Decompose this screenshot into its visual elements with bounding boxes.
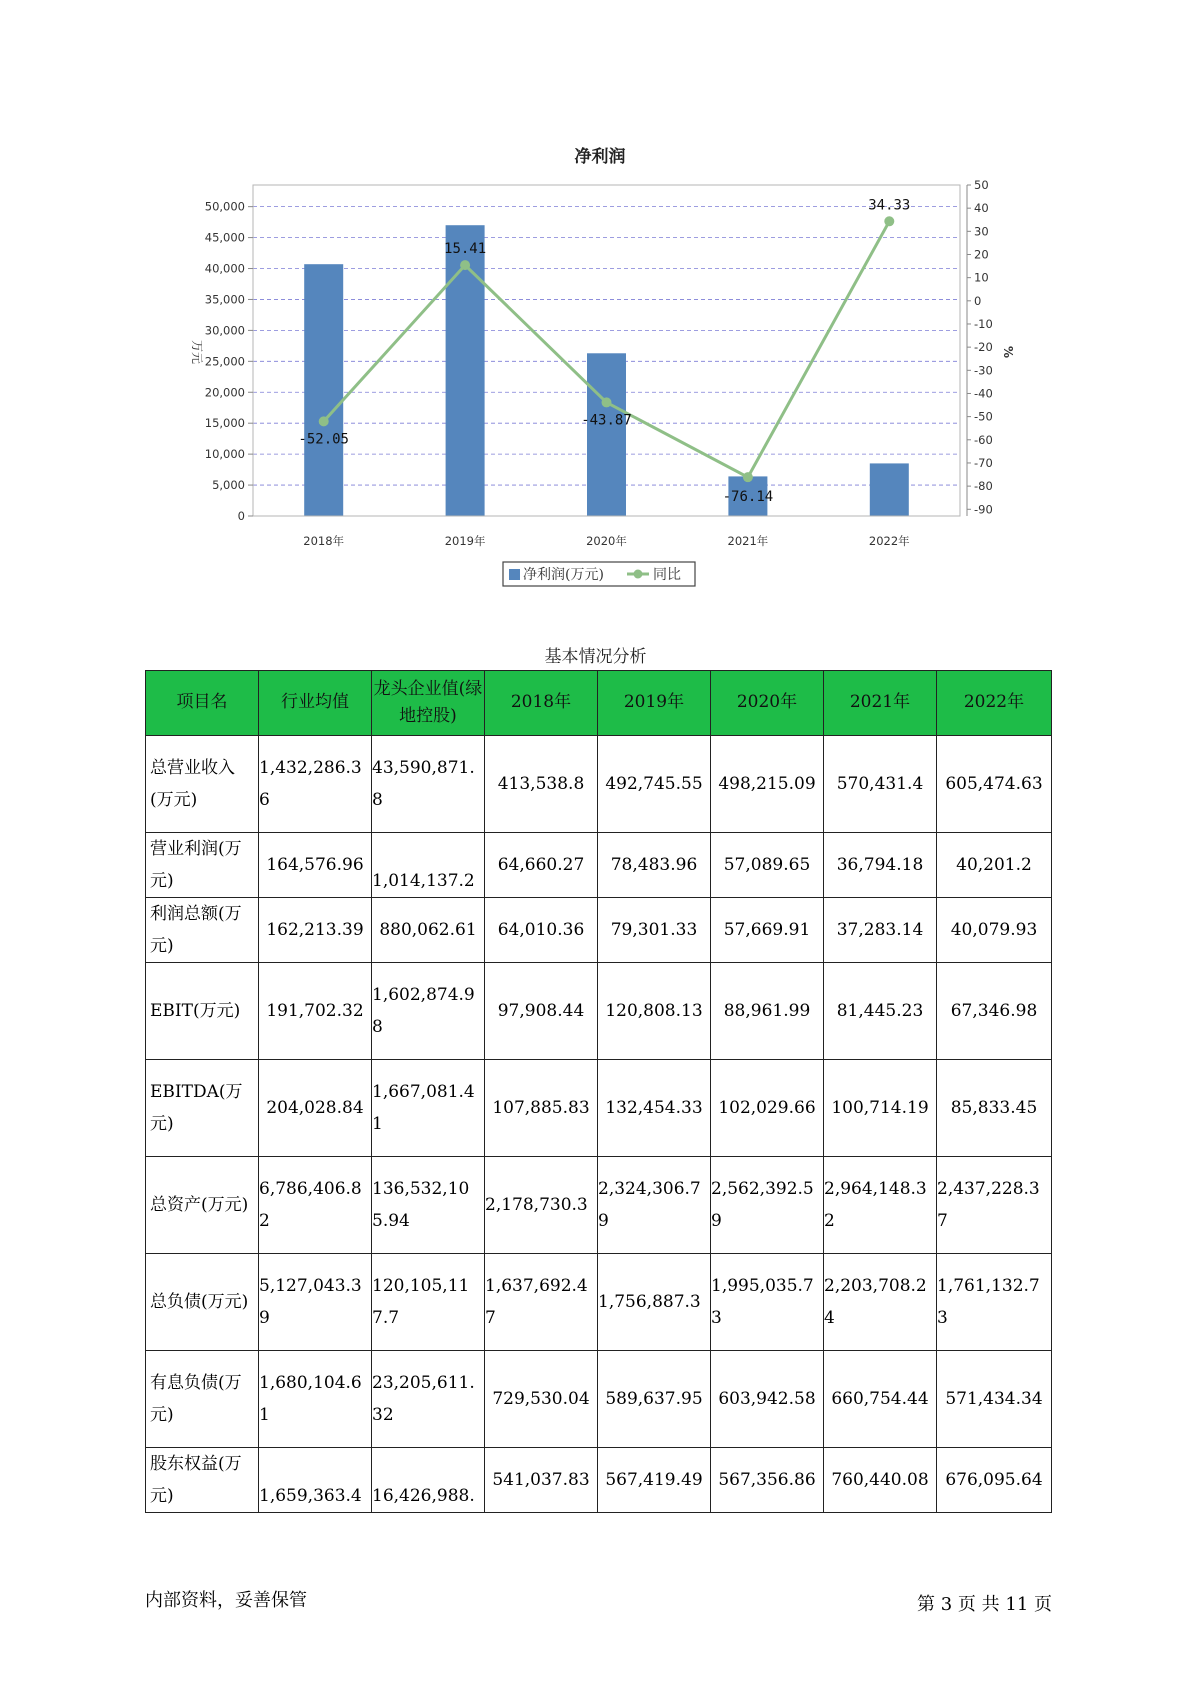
y2-tick-label: -10 bbox=[974, 316, 993, 331]
table-cell: 1,680,104.61 bbox=[259, 1351, 372, 1448]
x-tick-label: 2020年 bbox=[586, 534, 627, 548]
table-cell: 603,942.58 bbox=[711, 1351, 824, 1448]
chart-svg bbox=[0, 0, 1191, 600]
point-label: 34.33 bbox=[868, 197, 911, 214]
footer-page-number: 第 3 页 共 11 页 bbox=[917, 1594, 1052, 1615]
table-cell: 589,637.95 bbox=[598, 1351, 711, 1448]
y-tick-label: 15,000 bbox=[204, 416, 245, 431]
table-cell: 2,203,708.24 bbox=[824, 1254, 937, 1351]
row-label: EBITDA(万元) bbox=[146, 1060, 259, 1157]
row-label: 总负债(万元) bbox=[146, 1254, 259, 1351]
table-cell: 162,213.39 bbox=[259, 898, 372, 963]
bar bbox=[304, 264, 343, 516]
table-row bbox=[146, 1157, 1052, 1254]
table-cell: 43,590,871.8 bbox=[372, 736, 485, 833]
table-cell: 6,786,406.82 bbox=[259, 1157, 372, 1254]
table-cell: 729,530.04 bbox=[485, 1351, 598, 1448]
row-label: 营业利润(万元) bbox=[146, 833, 259, 898]
table-cell: 102,029.66 bbox=[711, 1060, 824, 1157]
table-cell: 2,562,392.59 bbox=[711, 1157, 824, 1254]
header-industry-avg: 行业均值 bbox=[259, 671, 372, 736]
table-row bbox=[146, 736, 1052, 833]
table-cell: 570,431.4 bbox=[824, 736, 937, 833]
table-cell: 880,062.61 bbox=[372, 898, 485, 963]
y2-tick-label: -50 bbox=[974, 409, 993, 424]
yoy-point bbox=[743, 472, 753, 482]
table-header-row bbox=[146, 671, 1052, 736]
table-cell: 120,808.13 bbox=[598, 963, 711, 1060]
point-label: -52.05 bbox=[298, 431, 349, 448]
y2-tick-label: 40 bbox=[974, 201, 989, 216]
y2-tick-label: -30 bbox=[974, 363, 993, 378]
header-2021: 2021年 bbox=[824, 671, 937, 736]
table-cell: 81,445.23 bbox=[824, 963, 937, 1060]
y2-tick-label: -60 bbox=[974, 432, 993, 447]
table-cell: 16,426,988. bbox=[372, 1448, 485, 1513]
header-2019: 2019年 bbox=[598, 671, 711, 736]
y2-tick-label: -70 bbox=[974, 455, 993, 470]
y2-tick-label: -90 bbox=[974, 502, 993, 517]
y2-tick-label: 0 bbox=[974, 293, 982, 308]
table-row bbox=[146, 833, 1052, 898]
yoy-point bbox=[460, 260, 470, 270]
net-profit-chart bbox=[0, 0, 1191, 600]
table-cell: 78,483.96 bbox=[598, 833, 711, 898]
table-cell: 5,127,043.39 bbox=[259, 1254, 372, 1351]
basic-analysis-table bbox=[145, 670, 1052, 1513]
bar bbox=[587, 353, 626, 516]
row-label: 股东权益(万元) bbox=[146, 1448, 259, 1513]
header-2020: 2020年 bbox=[711, 671, 824, 736]
table-cell: 2,437,228.37 bbox=[937, 1157, 1052, 1254]
table-cell: 2,324,306.79 bbox=[598, 1157, 711, 1254]
y2-tick-label: 20 bbox=[974, 247, 989, 262]
y2-tick-label: -80 bbox=[974, 479, 993, 494]
table-cell: 1,756,887.3 bbox=[598, 1254, 711, 1351]
row-label: 总营业收入(万元) bbox=[146, 736, 259, 833]
table-row bbox=[146, 1060, 1052, 1157]
y-tick-label: 20,000 bbox=[204, 385, 245, 400]
table-cell: 85,833.45 bbox=[937, 1060, 1052, 1157]
y-tick-label: 45,000 bbox=[204, 230, 245, 245]
table-cell: 57,669.91 bbox=[711, 898, 824, 963]
table-cell: 492,745.55 bbox=[598, 736, 711, 833]
y-tick-label: 35,000 bbox=[204, 292, 245, 307]
y-axis-title: 万元 bbox=[190, 339, 204, 365]
table-cell: 64,010.36 bbox=[485, 898, 598, 963]
y-tick-label: 25,000 bbox=[204, 354, 245, 369]
table-cell: 2,178,730.3 bbox=[485, 1157, 598, 1254]
table-cell: 760,440.08 bbox=[824, 1448, 937, 1513]
legend-bar-label: 净利润(万元) bbox=[523, 567, 604, 583]
y-tick-label: 10,000 bbox=[204, 447, 245, 462]
table-cell: 23,205,611.32 bbox=[372, 1351, 485, 1448]
table-cell: 37,283.14 bbox=[824, 898, 937, 963]
table-cell: 88,961.99 bbox=[711, 963, 824, 1060]
table-cell: 605,474.63 bbox=[937, 736, 1052, 833]
point-label: -76.14 bbox=[722, 489, 774, 506]
table-cell: 64,660.27 bbox=[485, 833, 598, 898]
chart-title: 净利润 bbox=[574, 147, 626, 167]
header-2018: 2018年 bbox=[485, 671, 598, 736]
table-cell: 97,908.44 bbox=[485, 963, 598, 1060]
table-cell: 1,637,692.47 bbox=[485, 1254, 598, 1351]
table-cell: 40,079.93 bbox=[937, 898, 1052, 963]
yoy-point bbox=[319, 416, 329, 426]
table-cell: 1,667,081.41 bbox=[372, 1060, 485, 1157]
table-cell: 100,714.19 bbox=[824, 1060, 937, 1157]
table-row bbox=[146, 898, 1052, 963]
point-label: 15.41 bbox=[444, 241, 487, 258]
table-cell: 1,602,874.98 bbox=[372, 963, 485, 1060]
x-tick-label: 2022年 bbox=[868, 534, 910, 548]
point-label: -43.87 bbox=[581, 412, 632, 429]
y-tick-label: 40,000 bbox=[204, 261, 245, 276]
bar bbox=[870, 463, 909, 516]
y2-tick-label: -40 bbox=[974, 386, 993, 401]
header-2022: 2022年 bbox=[937, 671, 1052, 736]
header-leader-value: 龙头企业值(绿地控股) bbox=[372, 671, 485, 736]
x-tick-label: 2021年 bbox=[727, 534, 769, 548]
table-cell: 191,702.32 bbox=[259, 963, 372, 1060]
y-tick-label: 50,000 bbox=[204, 199, 245, 214]
table-cell: 541,037.83 bbox=[485, 1448, 598, 1513]
x-tick-label: 2018年 bbox=[303, 534, 345, 548]
row-label: 利润总额(万元) bbox=[146, 898, 259, 963]
row-label: 总资产(万元) bbox=[146, 1157, 259, 1254]
table-cell: 57,089.65 bbox=[711, 833, 824, 898]
table-row bbox=[146, 963, 1052, 1060]
y-tick-label: 5,000 bbox=[212, 478, 245, 493]
row-label: 有息负债(万元) bbox=[146, 1351, 259, 1448]
table-cell: 107,885.83 bbox=[485, 1060, 598, 1157]
legend-line-marker bbox=[634, 570, 643, 579]
table-cell: 498,215.09 bbox=[711, 736, 824, 833]
table-cell: 1,995,035.73 bbox=[711, 1254, 824, 1351]
table-cell: 2,964,148.32 bbox=[824, 1157, 937, 1254]
yoy-point bbox=[884, 216, 894, 226]
table-cell: 120,105,117.7 bbox=[372, 1254, 485, 1351]
table-cell: 413,538.8 bbox=[485, 736, 598, 833]
table-cell: 136,532,105.94 bbox=[372, 1157, 485, 1254]
y2-tick-label: 50 bbox=[974, 178, 989, 192]
table-row bbox=[146, 1351, 1052, 1448]
table-cell: 567,419.49 bbox=[598, 1448, 711, 1513]
table-cell: 567,356.86 bbox=[711, 1448, 824, 1513]
table-cell: 660,754.44 bbox=[824, 1351, 937, 1448]
y2-axis-title: % bbox=[1001, 345, 1015, 359]
table-cell: 132,454.33 bbox=[598, 1060, 711, 1157]
table-cell: 67,346.98 bbox=[937, 963, 1052, 1060]
header-item-name: 项目名 bbox=[146, 671, 259, 736]
table-cell: 571,434.34 bbox=[937, 1351, 1052, 1448]
table-cell: 36,794.18 bbox=[824, 833, 937, 898]
table-cell: 1,659,363.4 bbox=[259, 1448, 372, 1513]
y2-tick-label: -20 bbox=[974, 340, 993, 355]
table-row bbox=[146, 1448, 1052, 1513]
yoy-point bbox=[602, 397, 612, 407]
table-cell: 79,301.33 bbox=[598, 898, 711, 963]
y2-tick-label: 10 bbox=[974, 270, 989, 285]
table-cell: 676,095.64 bbox=[937, 1448, 1052, 1513]
y2-tick-label: 30 bbox=[974, 224, 989, 239]
table-row bbox=[146, 1254, 1052, 1351]
y-tick-label: 0 bbox=[237, 509, 245, 523]
table-cell: 1,432,286.36 bbox=[259, 736, 372, 833]
table-cell: 1,014,137.2 bbox=[372, 833, 485, 898]
table-title: 基本情况分析 bbox=[544, 647, 647, 667]
row-label: EBIT(万元) bbox=[146, 963, 259, 1060]
x-tick-label: 2019年 bbox=[444, 534, 486, 548]
footer-confidential-note: 内部资料，妥善保管 bbox=[145, 1590, 307, 1611]
table-cell: 1,761,132.73 bbox=[937, 1254, 1052, 1351]
legend-bar-swatch bbox=[509, 569, 520, 580]
table-cell: 204,028.84 bbox=[259, 1060, 372, 1157]
table-cell: 164,576.96 bbox=[259, 833, 372, 898]
legend-line-label: 同比 bbox=[653, 567, 681, 583]
table-cell: 40,201.2 bbox=[937, 833, 1052, 898]
y-tick-label: 30,000 bbox=[204, 323, 245, 338]
